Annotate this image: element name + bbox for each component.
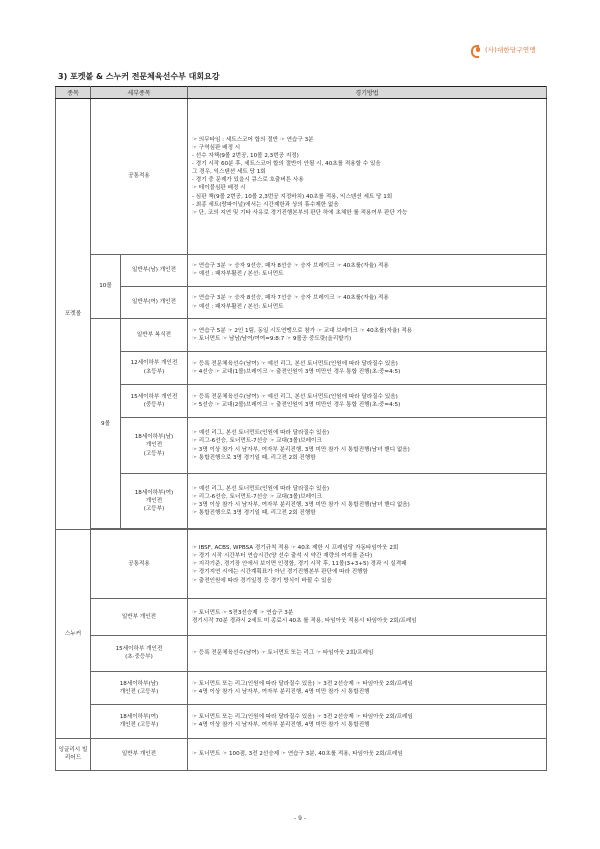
event-label: 일반부(남) 개인전 <box>121 254 188 286</box>
desc-line: ☞ 등록 전문체육선수(남여) ☞ 예선 리그, 본선 토너먼트(인원에 따라 달라질수 있음) <box>192 360 398 367</box>
desc-line: ☞ IBSF, ACBS, WPBSA 경기규칙 적용 ☞ 40초 제한 시 프레임당 자동타임아웃 2회 <box>192 544 399 551</box>
federation-logo-text: (사)대한당구연맹 <box>485 46 536 54</box>
event-label: 12세이하부 개인전 (초등부) <box>121 351 188 384</box>
sport-english-billiards: 잉글리시 빌리어드 <box>56 738 91 770</box>
header-method: 경기방법 <box>188 87 547 99</box>
sport-pocket: 포켓볼 <box>56 99 91 530</box>
desc-line: ☞ 토너먼트 ☞ 100점, 3전 2선승제 ☞ 연습구 3분, 40초룰 적용, 타임아웃 2회/프레임 <box>192 751 403 758</box>
desc-line: - 경기 중 문제가 있을시 큐스로 호출버튼 사용 <box>192 177 304 184</box>
desc-line: ☞ 연습구 3분 ☞ 승자 9선승, 패자 8선승 ☞ 승자 브레이크 ☞ 40초룰(자율) 적용 <box>192 263 389 270</box>
desc-line: ☞ 등록 전문체육선수(남여) ☞ 예선 리그, 본선 토너먼트(인원에 따라 달라질수 있음) <box>192 393 398 400</box>
desc-line: ☞ 연습구 3분 ☞ 승자 8선승, 패자 7선승 ☞ 승자 브레이크 ☞ 40초룰(자율) 적용 <box>192 295 389 302</box>
desc-line: ☞ 토너먼트 또는 리그(인원에 따라 달라질수 있음) ☞ 3전 2선승제 ☞ 타임아웃 2회/프레임 <box>192 680 413 687</box>
desc-line: 경기시작 70분 경과시 2세트 미 종료시 40초 룰 적용, 타임아웃 적용시 타임아웃 2회/프레임 <box>192 617 417 624</box>
desc-line: ☞ 리그-6선승, 토너먼트-7선승 ☞ 교대(3볼)브레이크 <box>192 493 322 500</box>
event-label: 15세이하부 개인전 (중등부) <box>121 384 188 417</box>
desc-line: ☞ 토너먼트 ☞ 남남/남여/여여=9:8:7 ☞ 9볼공 중도랏(올리밭기) <box>192 335 352 342</box>
event-label: 일반부(여) 개인전 <box>121 286 188 318</box>
desc-line: ☞ 연습구 5분 ☞ 2인 1팀, 동일 시도연맹으로 참가 ☞ 교대 브레이크 ☞ 40초룰(자율) 적용 <box>192 327 413 334</box>
desc-line: ☞ 통합진행으로 3명 경기일 때, 리그전 2회 진행함 <box>192 510 316 517</box>
desc-line: - 심판 책(9볼 2번공, 10볼 2,3번공 지정바치) 40초를 적용, 익스텐션 세트 당 1회 <box>192 193 393 200</box>
desc-line: ☞ 테이블심판 배정 시 <box>192 185 246 192</box>
page-number: - 9 - <box>294 815 306 822</box>
event-desc <box>188 254 547 286</box>
desc-line: ☞ 4명 이상 참가 시 남자부, 여자부 분리진행, 4명 미만 참가 시 통합진행 <box>192 689 370 696</box>
event-label: 일반부 개인전 <box>91 738 188 770</box>
event-desc <box>188 319 547 351</box>
event-label: 일반부 복식전 <box>121 319 188 351</box>
event-desc <box>188 418 547 474</box>
ball-9: 9볼 <box>91 319 121 529</box>
desc-line: ☞ 지각기준, 경기장 안에서 보이면 인정함, 경기 시작 후, 11볼(3+3+5) 경과 시 실격패 <box>192 561 407 568</box>
event-label: 18세이하부(남) 개인전 (고등부) <box>121 418 188 474</box>
header-event: 세부종목 <box>91 87 188 99</box>
federation-logo <box>471 44 536 55</box>
desc-line: ☞ 예선 : 패자부활전 / 본선: 토너먼트 <box>192 271 284 278</box>
sport-snooker: 스누커 <box>56 530 91 738</box>
desc-line: 그 경우, 익스텐션 세트 당 1회 <box>192 169 266 176</box>
desc-line: ☞ 등록 전문체육선수(남여) ☞ 토너먼트 또는 리그 ☞ 타임아웃 2회/프레임 <box>192 650 374 657</box>
header-sport: 종목 <box>56 87 91 99</box>
event-desc <box>188 738 547 770</box>
event-label: 일반부 개인전 <box>91 599 188 635</box>
event-label: 18세이하부(남) 개인전 (고등부) <box>91 671 188 704</box>
section-heading: 3) 포켓볼 & 스누커 전문체육선수부 대회요강 <box>58 72 220 81</box>
event-desc <box>188 351 547 384</box>
pocket-common-label: 공통적용 <box>91 99 188 255</box>
desc-line: ☞ 4명 이상 참가 시 남자부, 여자부 분리진행, 4명 미만 참가 시 통합진행 <box>192 722 370 729</box>
desc-line: ☞ 리그-6선승, 토너먼트-7선승 ☞ 교대(3볼)브레이크 <box>192 438 322 445</box>
desc-line: ☞ 예선 : 패자부활전 / 본선: 토너먼트 <box>192 303 284 310</box>
desc-line: ☞ 3명 이상 참가 시 남자부, 여자부 분리진행, 3명 미만 참가 시 통합진행(남녀 핸디 없음) <box>192 446 410 453</box>
event-label: 15세이하부 개인전 (초·중등부) <box>91 635 188 671</box>
snooker-common-label: 공통적용 <box>91 530 188 599</box>
desc-line: ☞ 통합진행으로 3명 경기일 때, 리그전 2회 진행함 <box>192 454 316 461</box>
event-desc <box>188 473 547 529</box>
desc-line: - 경기 시작 60분 후, 세트스코어 합의 절반이 안될 시, 40초를 적용할 수 있음 <box>192 160 381 167</box>
desc-line: ☞ 5선승 ☞ 교대(2볼)브레이크 ☞ 출전인원이 3명 미만인 경우 통합 진행(초:중=4:5) <box>192 402 401 409</box>
desc-line: ☞ 구역심판 배정 시 <box>192 144 241 151</box>
event-label: 18세이하부(여) 개인전 (고등부) <box>121 473 188 529</box>
event-desc <box>188 286 547 318</box>
event-desc <box>188 705 547 738</box>
ball-10: 10볼 <box>91 254 121 319</box>
event-desc <box>188 384 547 417</box>
event-desc <box>188 635 547 671</box>
desc-line: ☞ 단, 코의 지연 및 기타 사유로 경기진행본부의 판단 하에 초체한 룰 적용여부 판단 가능 <box>192 209 408 216</box>
desc-line: ☞ 예선 리그, 본선 토너먼트(인원에 따라 달라질수 있음) <box>192 430 330 437</box>
federation-logo-icon <box>471 44 482 55</box>
desc-line: - 최종 세트(랑파이널)에서는 시간제한과 상의 휴수제한 없음 <box>192 201 339 208</box>
desc-line: ☞ 토너먼트 ☞ 5전3선승제 ☞ 연습구 3분 <box>192 609 294 616</box>
desc-line: ☞ 출전인원에 따라 경기일정 등 경기 방식이 바뀔 수 있음 <box>192 577 332 584</box>
competition-rules-table <box>55 86 547 771</box>
snooker-common-desc <box>188 530 547 599</box>
event-desc <box>188 671 547 704</box>
desc-line: ☞ 경기지연 시에는 시간계획표가 아닌 경기진행본부 판단에 따라 진행함 <box>192 569 368 576</box>
event-label: 18세이하부(여) 개인전 (고등부) <box>91 705 188 738</box>
desc-line: - 선수 자책(9볼 2번공, 10볼 2,3번공 지정) <box>192 152 299 159</box>
desc-line: ☞ 의무타임 : 세트스코어 합의 절반 ☞ 연습구 3분 <box>192 136 314 143</box>
desc-line: ☞ 예선 리그, 본선 토너먼트(인원에 따라 달라질수 있음) <box>192 485 330 492</box>
pocket-common-desc <box>188 99 547 255</box>
desc-line: ☞ 3명 이상 참가 시 남자부, 여자부 분리진행, 3명 미만 참가 시 통합진행(남녀 핸디 없음) <box>192 502 410 509</box>
event-desc <box>188 599 547 635</box>
desc-line: ☞ 4선승 ☞ 교대(1볼)브레이크 ☞ 출전인원이 3명 미만인 경우 통합 진행(초:중=4:5) <box>192 368 401 375</box>
desc-line: ☞ 토너먼트 또는 리그(인원에 따라 달라질수 있음) ☞ 3전 2선승제 ☞ 타임아웃 2회/프레임 <box>192 714 413 721</box>
desc-line: ☞ 경기 시작 시간부터 연습시간(양 선수 출석 시 약간 재량의 여지를 준다) <box>192 553 373 560</box>
